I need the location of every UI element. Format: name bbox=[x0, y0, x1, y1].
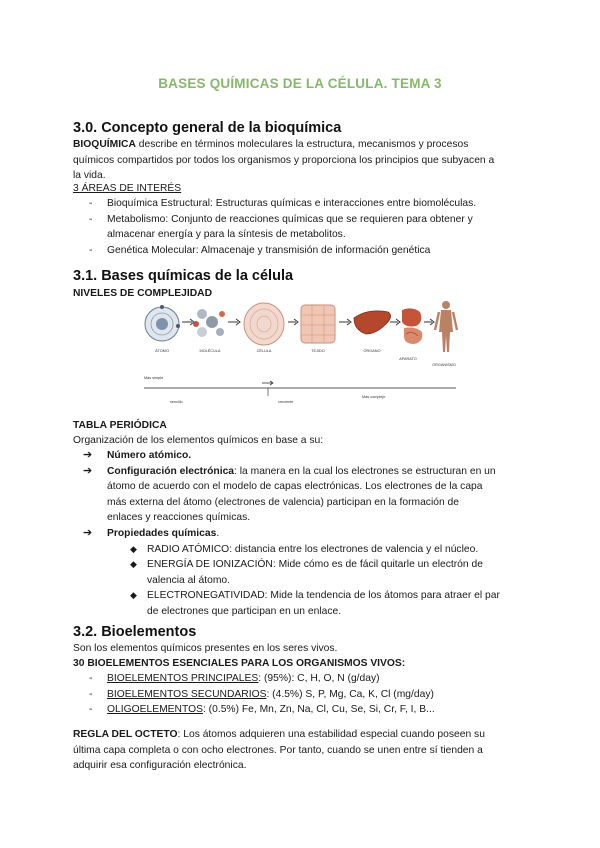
document-title: BASES QUÍMICAS DE LA CÉLULA. TEMA 3 bbox=[158, 76, 442, 91]
regla-octeto-term: REGLA DEL OCTETO bbox=[73, 729, 178, 740]
figure-label: ÁTOMO bbox=[155, 349, 169, 353]
regla-octeto-paragraph: REGLA DEL OCTETO: Los átomos adquieren una estabilidad especial cuando poseen su última capa completa o con ocho electrones. Por tanto, cuando se unen entre sí tienden a adquirir esa configuración electrónica. bbox=[73, 729, 485, 772]
list-item: - Bioquímica Estructural: Estructuras químicas e interacciones entre biomoléculas. bbox=[89, 198, 477, 209]
definition-line-1: describe en términos moleculares la estructura, mecanismos y procesos bbox=[135, 139, 469, 150]
definition-line-3: la vida. bbox=[73, 170, 106, 182]
sub-list-item-continuation: valencia al átomo. bbox=[147, 574, 230, 586]
list-item: - OLIGOELEMENTOS: (0.5%) Fe, Mn, Zn, Na, Cl, Cu, Se, Si, Cr, F, I, B... bbox=[89, 704, 435, 716]
figure-label: TEJIDO bbox=[311, 349, 325, 353]
axis-label-bottom-mid: creciente bbox=[278, 400, 294, 404]
tabla-periodica-title: TABLA PERIÓDICA bbox=[73, 420, 167, 431]
figure-label: CÉLULA bbox=[256, 349, 272, 353]
axis-label-right: Más complejo bbox=[362, 395, 386, 399]
figure-label: APARATO bbox=[399, 357, 417, 361]
list-item: - Genética Molecular: Almacenaje y transmisión de información genética bbox=[89, 244, 431, 256]
list-item-continuation: más externa del átomo (electrones de valencia) participan en la formación de bbox=[107, 496, 459, 508]
molecule-icon bbox=[193, 309, 225, 337]
bioelementos-intro: Son los elementos químicos presentes en los seres vivos. bbox=[73, 643, 338, 654]
areas-title: 3 ÁREAS DE INTERÉS bbox=[73, 183, 182, 194]
list-item-continuation: almacenar energía y para la síntesis de metabolitos. bbox=[107, 229, 346, 241]
bioquimica-term: BIOQUÍMICA bbox=[73, 139, 136, 150]
figure-label: ORGANISMO bbox=[432, 363, 456, 367]
section-heading-3-0: 3.0. Concepto general de la bioquímica bbox=[73, 120, 342, 136]
figure-label: ÓRGANO bbox=[363, 349, 381, 353]
list-item-continuation: enlaces y reacciones químicas. bbox=[107, 512, 251, 524]
axis-label-bottom-left: sencillo bbox=[170, 400, 183, 404]
niveles-subtitle: NIVELES DE COMPLEJIDAD bbox=[73, 288, 213, 299]
bioelementos-subtitle: 30 BIOELEMENTOS ESENCIALES PARA LOS ORGANISMOS VIVOS: bbox=[73, 658, 406, 669]
cell-icon bbox=[244, 303, 284, 345]
tabla-periodica-intro: Organización de los elementos químicos en base a su: bbox=[73, 435, 324, 446]
section-heading-3-2: 3.2. Bioelementos bbox=[73, 624, 197, 640]
list-item: - BIOELEMENTOS SECUNDARIOS: (4.5%) S, P, Mg, Ca, K, Cl (mg/day) bbox=[89, 688, 434, 700]
figure-label: MOLÉCULA bbox=[199, 349, 221, 353]
list-item: - BIOELEMENTOS PRINCIPALES: (95%): C, H, O, N (g/day) bbox=[89, 673, 380, 684]
sub-list-item: ◆ RADIO ATÓMICO: distancia entre los electrones de valencia y el núcleo. bbox=[130, 543, 479, 555]
section-heading-3-1: 3.1. Bases químicas de la célula bbox=[73, 268, 294, 284]
list-item: ➔ Configuración electrónica: la manera en la cual los electrones se estructuran en un bbox=[83, 464, 496, 477]
human-organism-icon bbox=[435, 301, 457, 352]
list-item: ➔ Número atómico. bbox=[83, 449, 192, 461]
definition-line-2: químicos compartidos por todos los organismos y proporciona los principios que subyacen a bbox=[73, 154, 495, 166]
areas-list bbox=[73, 196, 533, 258]
sub-list-item-continuation: de electrones que participan en un enlace. bbox=[147, 605, 342, 617]
atom-icon bbox=[145, 305, 180, 341]
list-item-continuation: átomo de acuerdo con el modelo de capas electrónicas. Los electrones de la capa bbox=[107, 481, 483, 493]
list-item: ➔ Propiedades químicas. bbox=[83, 526, 220, 539]
organ-icon bbox=[354, 311, 391, 334]
axis-label-left: Más simple bbox=[144, 376, 164, 380]
list-item: - Metabolismo: Conjunto de reacciones químicas que se requieren para obtener y bbox=[89, 213, 473, 225]
sub-list-item: ◆ ENERGÍA DE IONIZACIÓN: Mide cómo es de fácil quitarle un electrón de bbox=[130, 559, 483, 571]
bioquimica-definition bbox=[73, 137, 533, 184]
tabla-periodica-list bbox=[73, 448, 533, 620]
sub-list-item: ◆ ELECTRONEGATIVIDAD: Mide la tendencia de los átomos para atraer el par bbox=[130, 590, 500, 602]
complexity-levels-figure bbox=[140, 300, 458, 408]
bioelementos-list bbox=[73, 671, 533, 718]
tissue-icon bbox=[301, 305, 335, 343]
organ-system-icon bbox=[402, 308, 422, 344]
